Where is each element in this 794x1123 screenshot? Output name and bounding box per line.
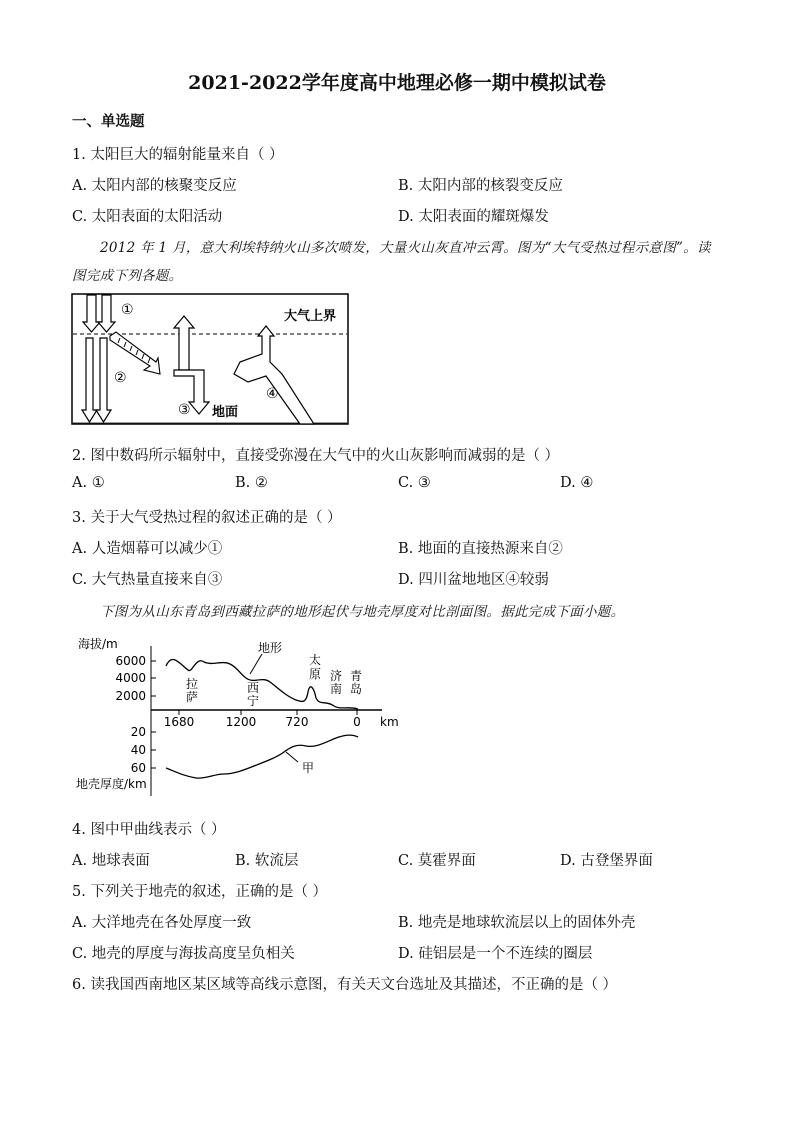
q5-option-b[interactable]: B. 地壳是地球软流层以上的固体外壳 bbox=[398, 915, 636, 931]
question-5-stem: 5. 下列关于地壳的叙述，正确的是（ ） bbox=[72, 884, 328, 900]
q2-option-d[interactable]: D. ④ bbox=[560, 475, 594, 491]
terrain-pointer bbox=[250, 654, 262, 674]
q1-option-b[interactable]: B. 太阳内部的核裂变反应 bbox=[398, 178, 563, 194]
y-axis-label-crust: 地壳厚度/km bbox=[76, 777, 147, 791]
y-tick-bottom: 40 bbox=[130, 743, 146, 757]
q1-option-c[interactable]: C. 太阳表面的太阳活动 bbox=[72, 209, 223, 225]
place-qingdao-2: 岛 bbox=[349, 682, 363, 696]
y-tick-top: 6000 bbox=[115, 654, 146, 668]
q2-option-b[interactable]: B. ② bbox=[235, 475, 268, 491]
passage-profile: 下图为从山东青岛到西藏拉萨的地形起伏与地壳厚度对比剖面图。据此完成下面小题。 bbox=[100, 604, 625, 620]
atmosphere-heating-diagram bbox=[70, 292, 350, 428]
question-4-stem: 4. 图中甲曲线表示（ ） bbox=[72, 822, 226, 838]
q1-option-d[interactable]: D. 太阳表面的耀斑爆发 bbox=[398, 209, 549, 225]
question-2-stem: 2. 图中数码所示辐射中，直接受弥漫在大气中的火山灰影响而减弱的是（ ） bbox=[72, 448, 560, 464]
y-tick-top: 4000 bbox=[115, 671, 146, 685]
q5-option-d[interactable]: D. 硅铝层是一个不连续的圈层 bbox=[398, 946, 593, 962]
q3-option-a[interactable]: A. 人造烟幕可以减少① bbox=[72, 541, 223, 557]
x-tick-label: 720 bbox=[285, 715, 309, 729]
page-title: 2021-2022学年度高中地理必修一期中模拟试卷 bbox=[188, 72, 606, 94]
q5-option-a[interactable]: A. 大洋地壳在各处厚度一致 bbox=[72, 915, 252, 931]
place-taiyuan-2: 原 bbox=[308, 667, 322, 681]
curve-jia-label: 甲 bbox=[302, 761, 315, 775]
place-jinan-1: 济 bbox=[329, 669, 343, 683]
q2-option-a[interactable]: A. ① bbox=[72, 475, 105, 491]
q4-option-b[interactable]: B. 软流层 bbox=[235, 853, 299, 869]
x-axis-unit: km bbox=[380, 715, 399, 729]
place-xining-2: 宁 bbox=[246, 694, 260, 708]
place-lhasa-1: 拉 bbox=[185, 677, 199, 691]
mark-4: ④ bbox=[266, 386, 279, 402]
q5-option-c[interactable]: C. 地壳的厚度与海拔高度呈负相关 bbox=[72, 946, 295, 962]
curve-jia-pointer bbox=[286, 752, 298, 762]
place-qingdao-1: 青 bbox=[349, 669, 363, 683]
y-tick-bottom: 20 bbox=[130, 725, 146, 739]
mark-1: ① bbox=[121, 302, 134, 318]
q3-option-c[interactable]: C. 大气热量直接来自③ bbox=[72, 572, 223, 588]
mark-3: ③ bbox=[178, 402, 191, 418]
ground-label: 地面 bbox=[212, 405, 239, 420]
terrain-crust-profile bbox=[72, 630, 412, 800]
question-6-stem: 6. 读我国西南地区某区域等高线示意图，有关天文台选址及其描述，不正确的是（ ） bbox=[72, 977, 618, 993]
q1-option-a[interactable]: A. 太阳内部的核聚变反应 bbox=[72, 178, 237, 194]
y-tick-bottom: 60 bbox=[130, 761, 146, 775]
q3-option-d[interactable]: D. 四川盆地地区④较弱 bbox=[398, 572, 549, 588]
q3-option-b[interactable]: B. 地面的直接热源来自② bbox=[398, 541, 563, 557]
x-tick-label: 0 bbox=[353, 715, 361, 729]
y-axis-label-elevation: 海拔/m bbox=[78, 637, 118, 651]
terrain-label: 地形 bbox=[258, 641, 283, 655]
question-3-stem: 3. 关于大气受热过程的叙述正确的是（ ） bbox=[72, 510, 342, 526]
top-of-atmosphere-label: 大气上界 bbox=[284, 309, 337, 324]
place-xining-1: 西 bbox=[246, 681, 260, 695]
q4-option-d[interactable]: D. 古登堡界面 bbox=[560, 853, 653, 869]
passage-volcano-line2: 图完成下列各题。 bbox=[72, 268, 183, 284]
section-heading: 一、单选题 bbox=[72, 113, 145, 130]
question-1-stem: 1. 太阳巨大的辐射能量来自（ ） bbox=[72, 147, 284, 163]
curve-jia bbox=[166, 735, 358, 778]
y-tick-top: 2000 bbox=[115, 689, 146, 703]
x-tick-label: 1200 bbox=[225, 715, 257, 729]
place-taiyuan-1: 太 bbox=[308, 653, 322, 667]
q2-option-c[interactable]: C. ③ bbox=[398, 475, 431, 491]
q4-option-a[interactable]: A. 地球表面 bbox=[72, 853, 150, 869]
place-lhasa-2: 萨 bbox=[185, 690, 199, 704]
passage-volcano-line1: 2012 年 1 月，意大利埃特纳火山多次喷发，大量火山灰直冲云霄。图为“大气受热过程示意图”。读 bbox=[100, 240, 711, 256]
mark-2: ② bbox=[114, 370, 127, 386]
place-jinan-2: 南 bbox=[329, 682, 343, 696]
q4-option-c[interactable]: C. 莫霍界面 bbox=[398, 853, 476, 869]
x-tick-label: 1680 bbox=[163, 715, 195, 729]
